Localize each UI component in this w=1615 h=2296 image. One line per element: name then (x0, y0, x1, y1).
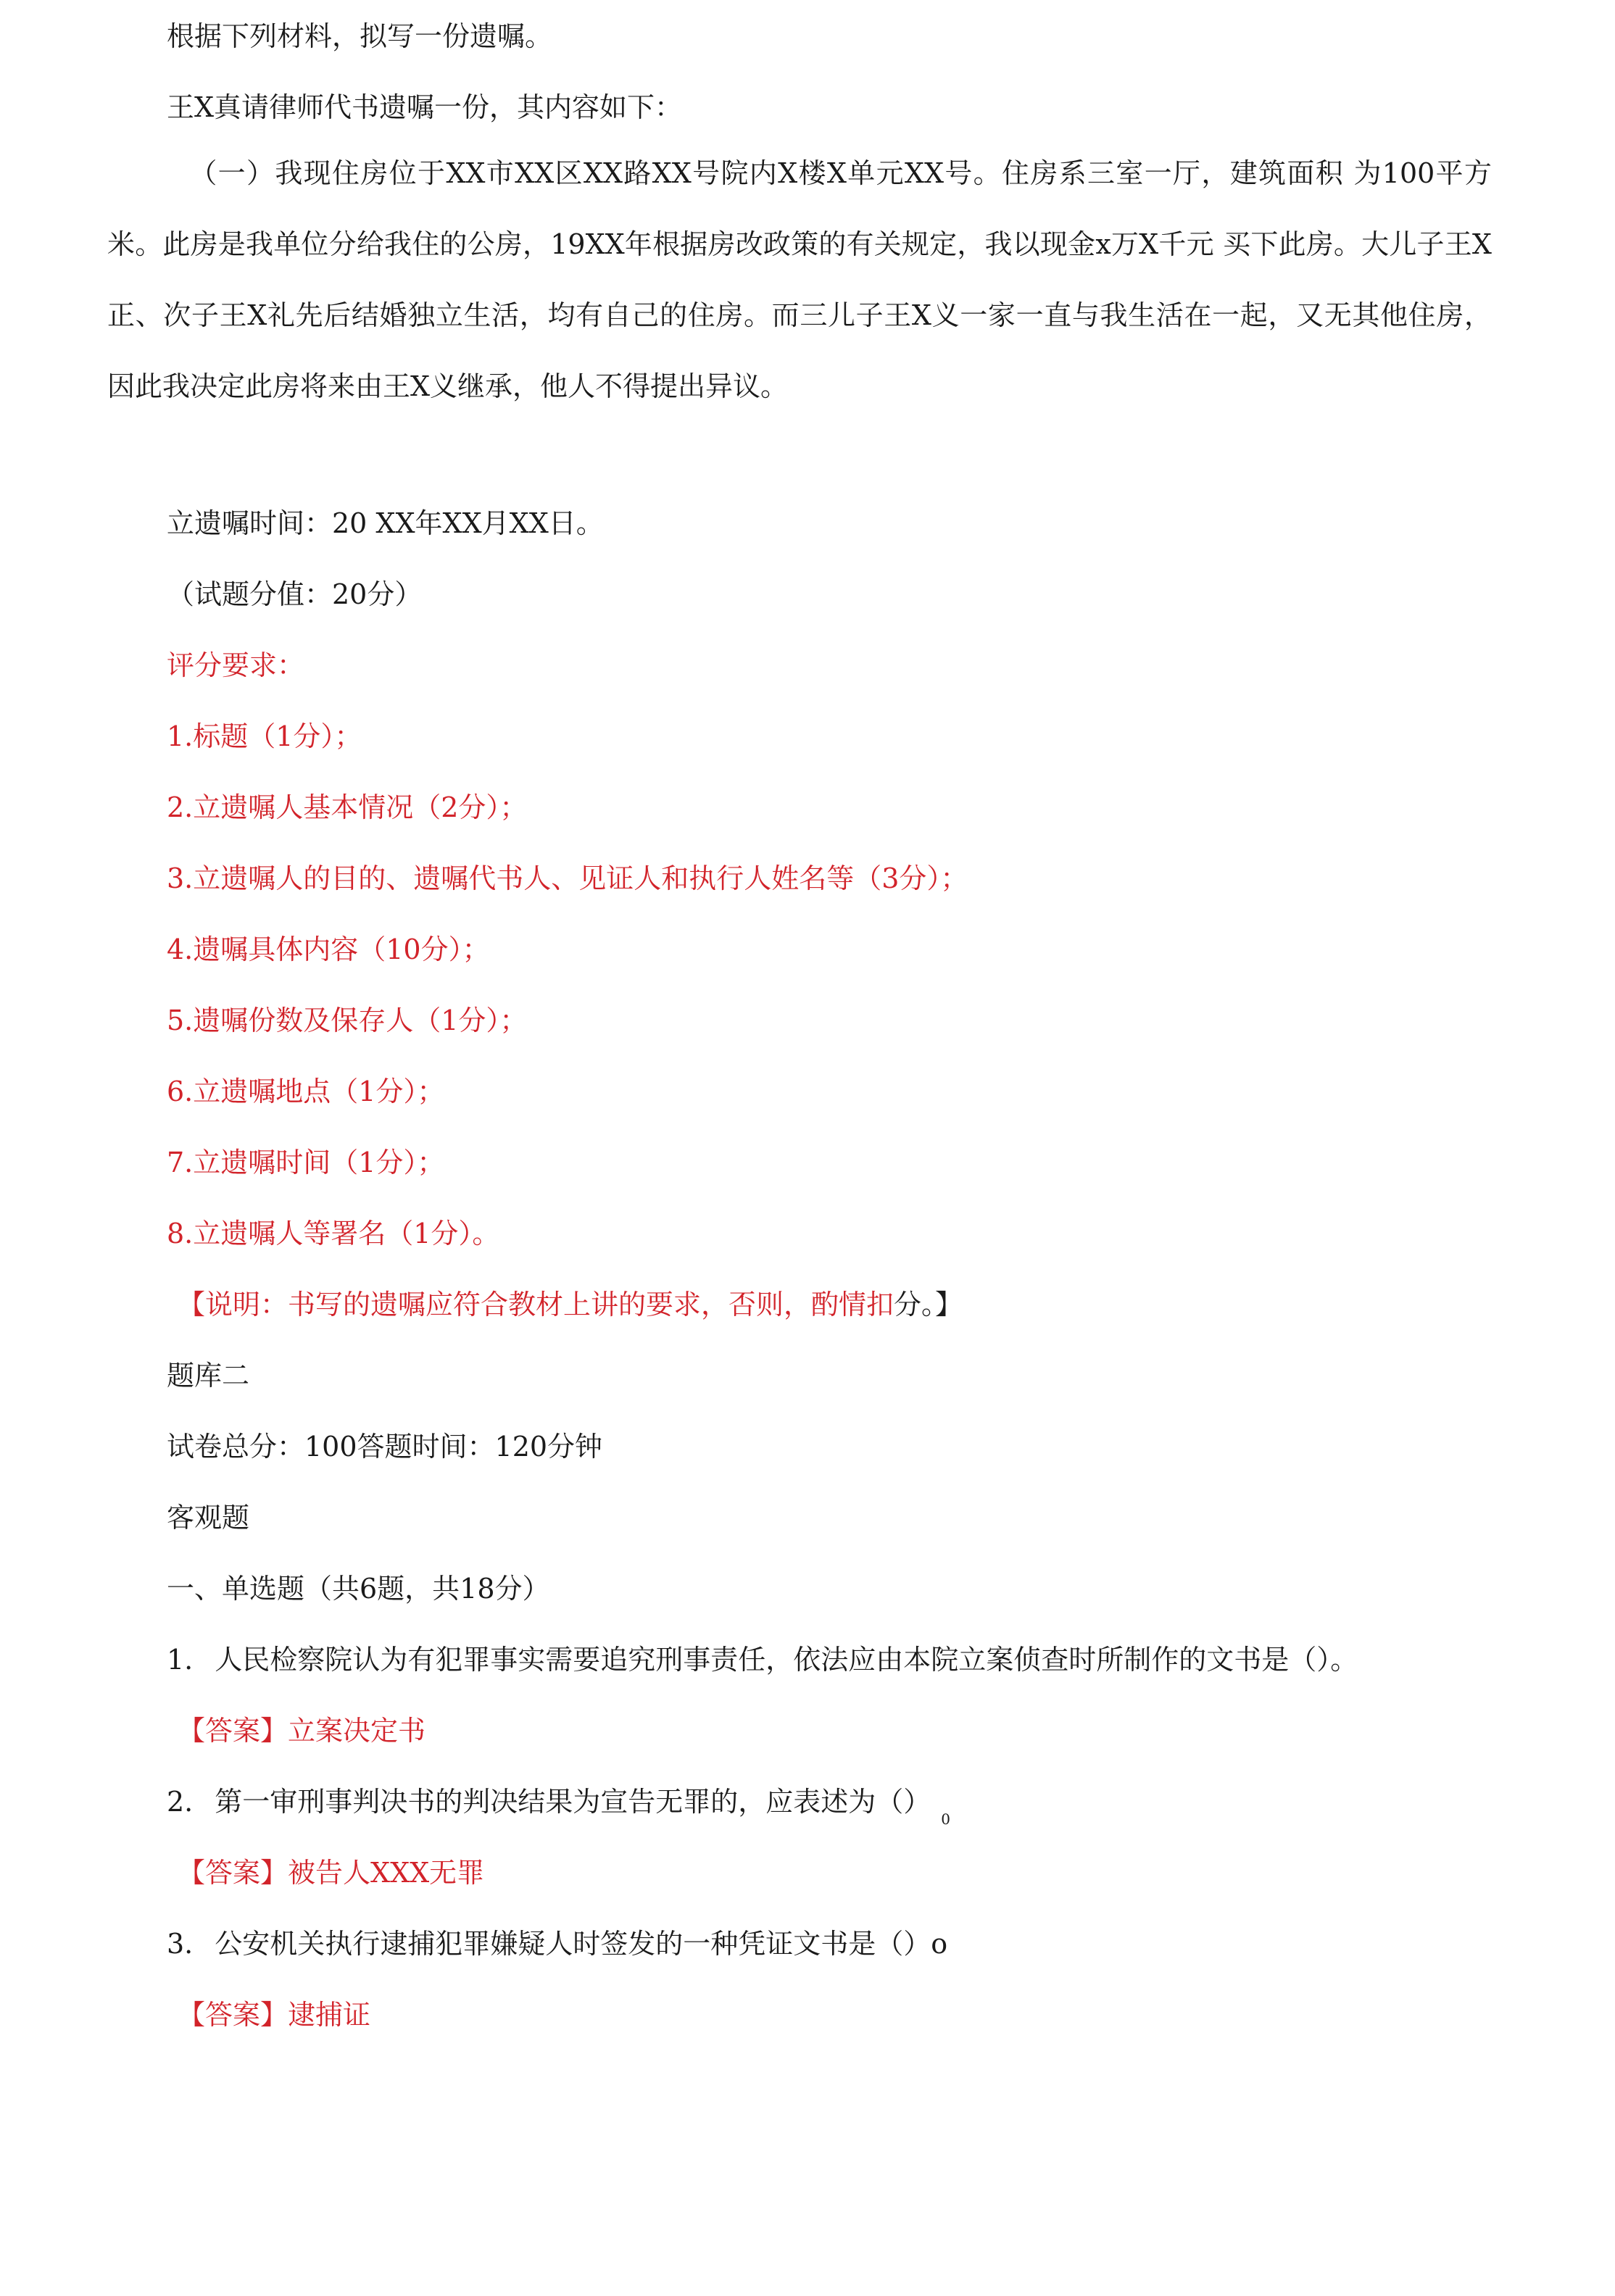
answer-tag: 【答案】 (178, 1999, 288, 2031)
answer-2 (178, 1854, 484, 1892)
material-paragraph-text: （一）我现住房位于XX市XX区XX路XX号院内X楼X单元XX号。住房系三室一厅，建筑面积 为100平方米。此房是我单位分给我住的公房，19XX年根据房改政策的有关规定，我以现金x万X千元 买下此房。大儿子王X正、次子王X礼先后结婚独立生活，均有自己的住房。而三儿子王X义一家一直与我生活在一起，又无其他住房，因此我决定此房将来由王X义继承，他人不得提出异议。 (107, 157, 1492, 402)
grading-item: 5.遗嘱份数及保存人（1分）； (167, 1004, 528, 1036)
bank-title: 题库二 (167, 1360, 250, 1392)
grading-heading: 评分要求： (167, 649, 305, 681)
answer-3 (178, 1996, 370, 2034)
question-category: 客观题 (167, 1502, 250, 1534)
grading-item: 4.遗嘱具体内容（10分）； (167, 933, 490, 965)
will-date-line: 立遗嘱时间：20 XX年XX月XX日。 (167, 507, 604, 539)
question-number: 1. (167, 1644, 194, 1676)
question-suffix: 0 (941, 1810, 951, 1828)
answer-text: 逮捕证 (288, 1999, 371, 2031)
question-number: 3. (167, 1928, 194, 1960)
grading-note-red: 【说明：书写的遗嘱应符合教材上讲的要求，否则，酌情扣 (178, 1289, 894, 1320)
grading-item: 2.立遗嘱人基本情况（2分）； (167, 791, 528, 823)
question-score: （试题分值：20分） (167, 578, 423, 610)
grading-item: 1.标题（1分）； (167, 720, 362, 752)
answer-tag: 【答案】 (178, 1715, 288, 1747)
grading-item: 7.立遗嘱时间（1分）； (167, 1147, 445, 1178)
grading-item: 6.立遗嘱地点（1分）； (167, 1076, 445, 1107)
task-instruction: 根据下列材料，拟写一份遗嘱。 (167, 20, 553, 52)
question-3 (167, 1925, 947, 1963)
answer-text: 立案决定书 (288, 1715, 426, 1747)
question-text: 公安机关执行逮捕犯罪嫌疑人时签发的一种凭证文书是（）o (215, 1928, 948, 1960)
question-1 (167, 1641, 1358, 1679)
section-heading: 一、单选题（共6题，共18分） (167, 1573, 550, 1605)
answer-text: 被告人XXX无罪 (288, 1857, 485, 1889)
grading-item: 8.立遗嘱人等署名（1分）。 (167, 1218, 500, 1249)
question-number: 2. (167, 1786, 194, 1818)
question-text: 第一审刑事判决书的判决结果为宣告无罪的，应表述为（） (215, 1786, 931, 1818)
material-intro: 王X真请律师代书遗嘱一份，其内容如下： (167, 91, 683, 123)
answer-tag: 【答案】 (178, 1857, 288, 1889)
grading-note (178, 1286, 963, 1323)
material-paragraph (107, 138, 1492, 422)
question-text: 人民检察院认为有犯罪事实需要追究刑事责任，依法应由本院立案侦查时所制作的文书是（）。 (215, 1644, 1358, 1676)
exam-summary: 试卷总分：100答题时间：120分钟 (167, 1431, 603, 1463)
answer-1 (178, 1712, 425, 1750)
grading-item: 3.立遗嘱人的目的、遗嘱代书人、见证人和执行人姓名等（3分）； (167, 862, 968, 894)
question-2 (167, 1783, 950, 1838)
grading-note-end: 分。】 (894, 1289, 963, 1320)
